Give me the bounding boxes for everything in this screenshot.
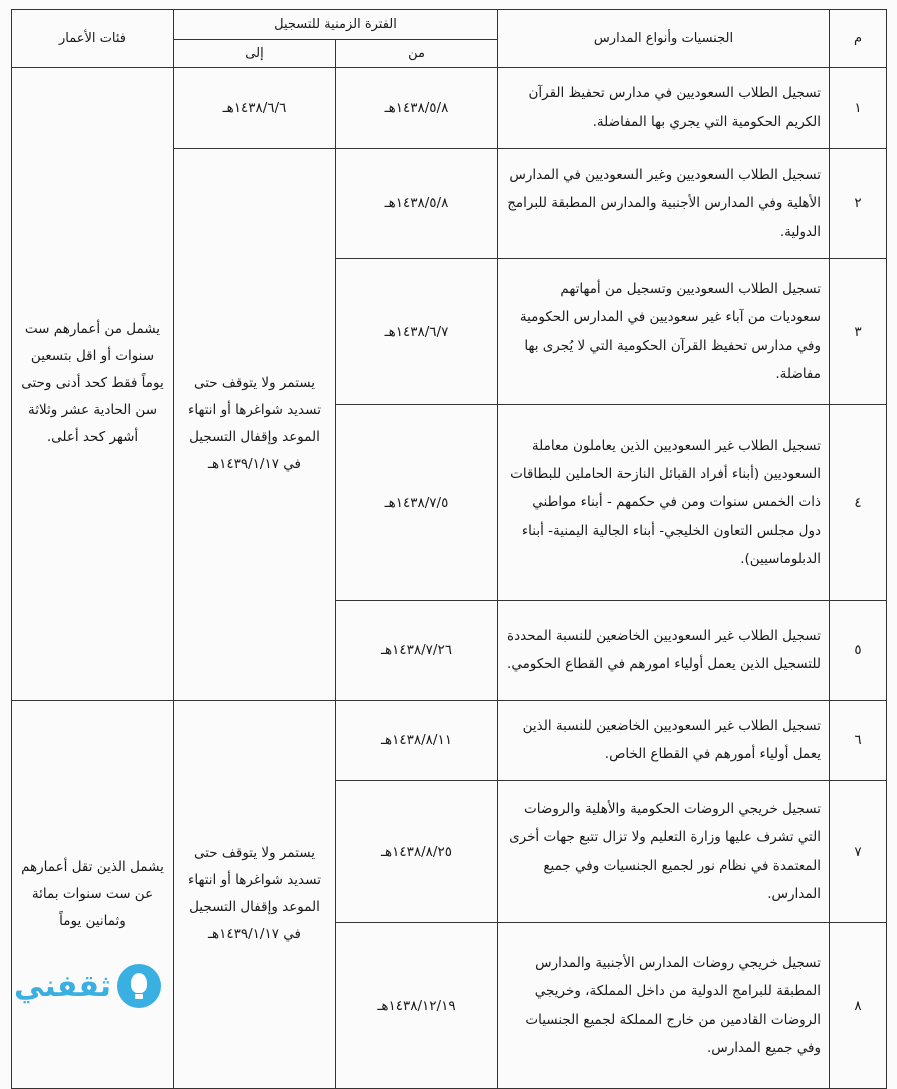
to-date-group-1: يستمر ولا يتوقف حتى تسديد شواغرها أو انتهاء الموعد وإقفال التسجيل في ١٤٣٩/١/١٧هـ <box>174 148 336 700</box>
row-number: ٨ <box>830 923 887 1089</box>
site-watermark <box>14 964 161 1008</box>
row-number: ٢ <box>830 148 887 258</box>
header-period: الفترة الزمنية للتسجيل <box>174 10 498 40</box>
header-age: فئات الأعمار <box>12 10 174 68</box>
header-to: إلى <box>174 40 336 68</box>
registration-schedule-table <box>11 9 887 1089</box>
table-row <box>12 68 887 149</box>
watermark-text: ثقفني <box>14 968 112 1004</box>
row-number: ٧ <box>830 781 887 923</box>
age-group-2: يشمل الذين تقل أعمارهم عن ست سنوات بمائة وثمانين يوماً <box>12 700 174 1088</box>
row-description: تسجيل خريجي الروضات الحكومية والأهلية والروضات التي تشرف عليها وزارة التعليم ولا تزال تتبع جهات أخرى المعتمدة في نظام نور لجميع الجنسيات وفي جميع المدارس. <box>498 781 830 923</box>
row-number: ١ <box>830 68 887 149</box>
row-description: تسجيل الطلاب السعوديين وغير السعوديين في المدارس الأهلية وفي المدارس الأجنبية والمدارس المطبقة للبرامج الدولية. <box>498 148 830 258</box>
row-from-date: ١٤٣٨/٧/٥هـ <box>336 405 498 600</box>
row-from-date: ١٤٣٨/٦/٧هـ <box>336 259 498 405</box>
header-number: م <box>830 10 887 68</box>
row-to-date: ١٤٣٨/٦/٦هـ <box>174 68 336 149</box>
row-from-date: ١٤٣٨/١٢/١٩هـ <box>336 923 498 1089</box>
row-from-date: ١٤٣٨/٥/٨هـ <box>336 148 498 258</box>
row-number: ٣ <box>830 259 887 405</box>
table-row <box>12 700 887 781</box>
row-description: تسجيل الطلاب السعوديين وتسجيل من أمهاتهم سعوديات من آباء غير سعوديين في المدارس الحكومية وفي مدارس تحفيظ القرآن الحكومية التي لا يُجرى بها مفاضلة. <box>498 259 830 405</box>
row-description: تسجيل الطلاب السعوديين في مدارس تحفيظ القرآن الكريم الحكومية التي يجري بها المفاضلة. <box>498 68 830 149</box>
row-from-date: ١٤٣٨/٨/١١هـ <box>336 700 498 781</box>
row-description: تسجيل الطلاب غير السعوديين الخاضعين للنسبة المحددة للتسجيل الذين يعمل أولياء امورهم في القطاع الحكومي. <box>498 600 830 700</box>
row-number: ٤ <box>830 405 887 600</box>
row-description: تسجيل الطلاب غير السعوديين الخاضعين للنسبة الذين يعمل أولياء أمورهم في القطاع الخاص. <box>498 700 830 781</box>
to-date-group-2: يستمر ولا يتوقف حتى تسديد شواغرها أو انتهاء الموعد وإقفال التسجيل في ١٤٣٩/١/١٧هـ <box>174 700 336 1088</box>
header-from: من <box>336 40 498 68</box>
header-category: الجنسيات وأنواع المدارس <box>498 10 830 68</box>
row-from-date: ١٤٣٨/٥/٨هـ <box>336 68 498 149</box>
row-from-date: ١٤٣٨/٧/٢٦هـ <box>336 600 498 700</box>
lightbulb-icon <box>117 964 161 1008</box>
row-from-date: ١٤٣٨/٨/٢٥هـ <box>336 781 498 923</box>
row-number: ٥ <box>830 600 887 700</box>
row-number: ٦ <box>830 700 887 781</box>
age-group-1: يشمل من أعمارهم ست سنوات أو اقل بتسعين يوماً فقط كحد أدنى وحتى سن الحادية عشر وثلاثة أشهر كحد أعلى. <box>12 68 174 701</box>
row-description: تسجيل خريجي روضات المدارس الأجنبية والمدارس المطبقة للبرامج الدولية من داخل المملكة، وخريجي الروضات القادمين من خارج المملكة لجميع الجنسيات وفي جميع المدارس. <box>498 923 830 1089</box>
row-description: تسجيل الطلاب غير السعوديين الذين يعاملون معاملة السعوديين (أبناء أفراد القبائل النازحة الحاملين للبطاقات ذات الخمس سنوات ومن في حكمهم - أبناء مواطني دول مجلس التعاون الخليجي- أبناء الجالية اليمنية- أبناء الدبلوماسيين). <box>498 405 830 600</box>
